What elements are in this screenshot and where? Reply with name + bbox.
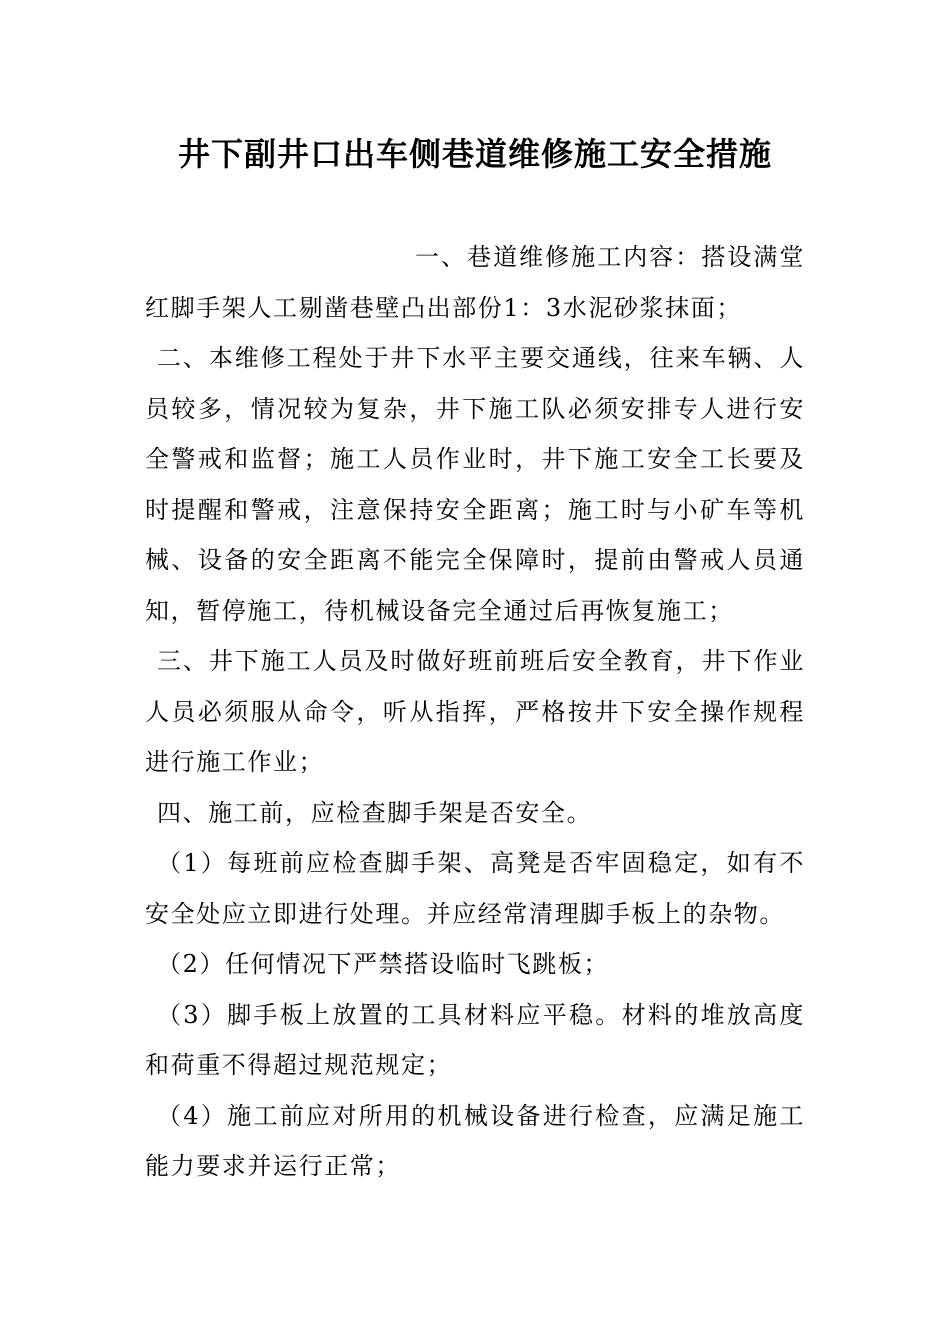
paragraph-8: （4）施工前应对所用的机械设备进行检查，应满足施工能力要求并运行正常； [145,1101,805,1180]
paragraph-2: 二、本维修工程处于井下水平主要交通线，往来车辆、人员较多，情况较为复杂，井下施工队必须安排专人进行安全警戒和监督；施工人员作业时，井下施工安全工长要及时提醒和警戒，注意保持安全距离；施工时与小矿车等机械、设备的安全距离不能完全保障时，提前由警戒人员通知，暂停施工，待机械设备完全通过后再恢复施工； [145,344,805,625]
document-title: 井下副井口出车侧巷道维修施工安全措施 [177,135,772,173]
document-body [145,232,805,1192]
paragraph-7: （3）脚手板上放置的工具材料应平稳。材料的堆放高度和荷重不得超过规范规定； [145,1000,805,1079]
paragraph-1: 一、巷道维修施工内容：搭设满堂红脚手架人工剔凿巷壁凸出部份1：3水泥砂浆抹面； [145,243,805,322]
paragraph-5: （1）每班前应检查脚手架、高凳是否牢固稳定，如有不安全处应立即进行处理。并应经常清理脚手板上的杂物。 [145,849,805,928]
paragraph-6: （2）任何情况下严禁搭设临时飞跳板； [157,950,610,978]
paragraph-3: 三、井下施工人员及时做好班前班后安全教育，井下作业人员必须服从命令，听从指挥，严格按井下安全操作规程进行施工作业； [145,647,805,776]
paragraph-4: 四、施工前，应检查脚手架是否安全。 [157,798,593,827]
